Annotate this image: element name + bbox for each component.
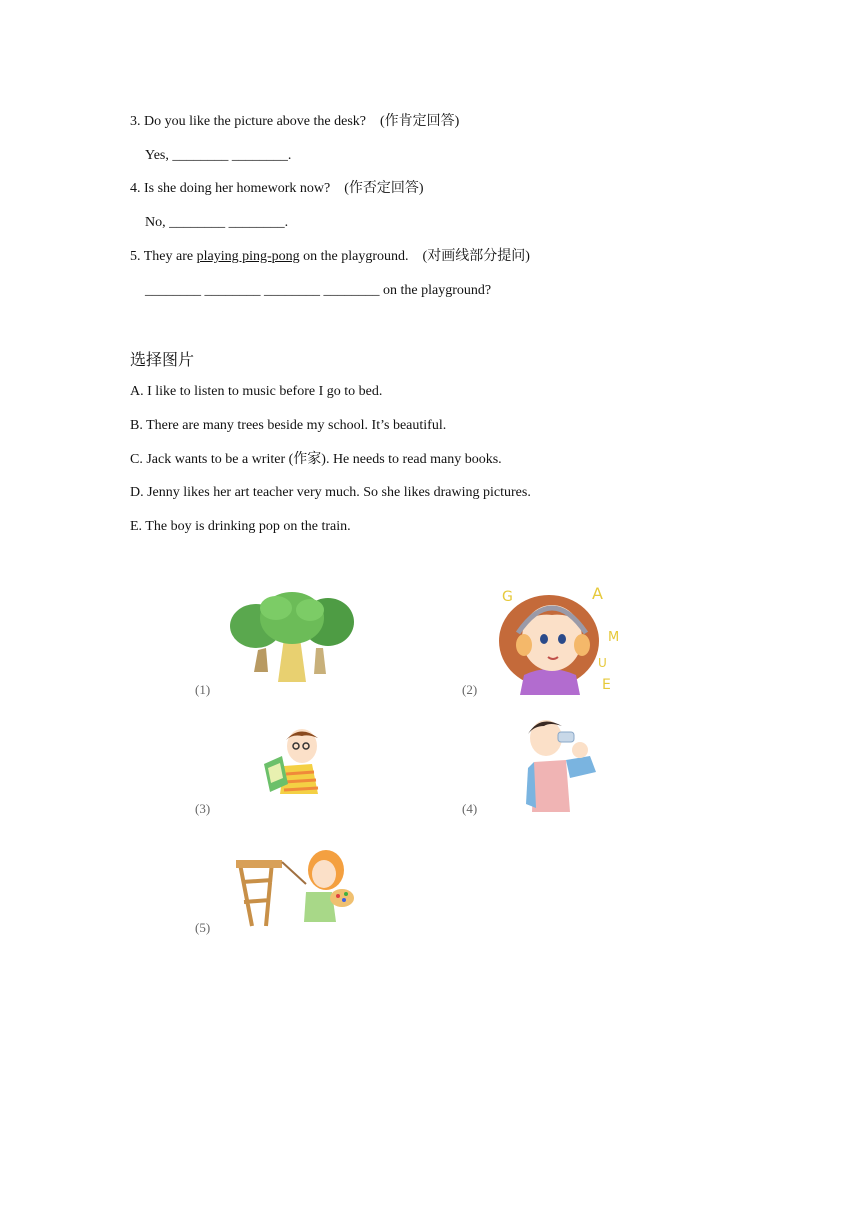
answer-3: Yes, ________ ________. [145, 148, 292, 163]
question-5-note: (对画线部分提问) [422, 249, 530, 264]
question-5-before: 5. They are [130, 249, 197, 264]
section-title: 选择图片 [130, 350, 195, 369]
picture-label-2: (2) [462, 682, 478, 697]
answer-5: ________ ________ ________ ________ on the playground? [145, 283, 492, 298]
svg-text:A: A [592, 584, 603, 603]
question-5-after: on the playground. [299, 249, 409, 264]
option-b: B. There are many trees beside my school. It’s beautiful. [130, 418, 447, 433]
question-3-note: (作肯定回答) [379, 114, 460, 129]
option-d: D. Jenny likes her art teacher very much. So she likes drawing pictures. [130, 485, 531, 500]
svg-text:E: E [602, 677, 611, 693]
question-3 [130, 113, 459, 131]
question-3-text: 3. Do you like the picture above the desk? [130, 114, 366, 129]
answer-4: No, ________ ________. [145, 215, 289, 230]
girl-headphones-picture [494, 583, 634, 695]
svg-text:M: M [608, 630, 620, 645]
option-a: A. I like to listen to music before I go to bed. [130, 384, 383, 399]
question-5 [130, 248, 530, 266]
picture-label-3: (3) [195, 801, 211, 816]
svg-text:U: U [598, 656, 607, 670]
option-c: C. Jack wants to be a writer (作家). He needs to read many books. [130, 452, 502, 467]
option-e: E. The boy is drinking pop on the train. [130, 519, 351, 534]
picture-label-4: (4) [462, 801, 478, 816]
girl-painting-picture [232, 842, 360, 932]
question-5-underlined: playing ping-pong [196, 249, 300, 264]
picture-label-1: (1) [195, 682, 211, 697]
boy-reading-picture [262, 722, 324, 794]
question-4-note: (作否定回答) [344, 181, 424, 196]
question-4-text: 4. Is she doing her homework now? [130, 181, 331, 196]
trees-picture [228, 590, 356, 686]
boy-drinking-picture [520, 712, 600, 816]
question-4 [130, 180, 424, 198]
picture-label-5: (5) [195, 920, 211, 935]
svg-text:G: G [502, 589, 513, 605]
